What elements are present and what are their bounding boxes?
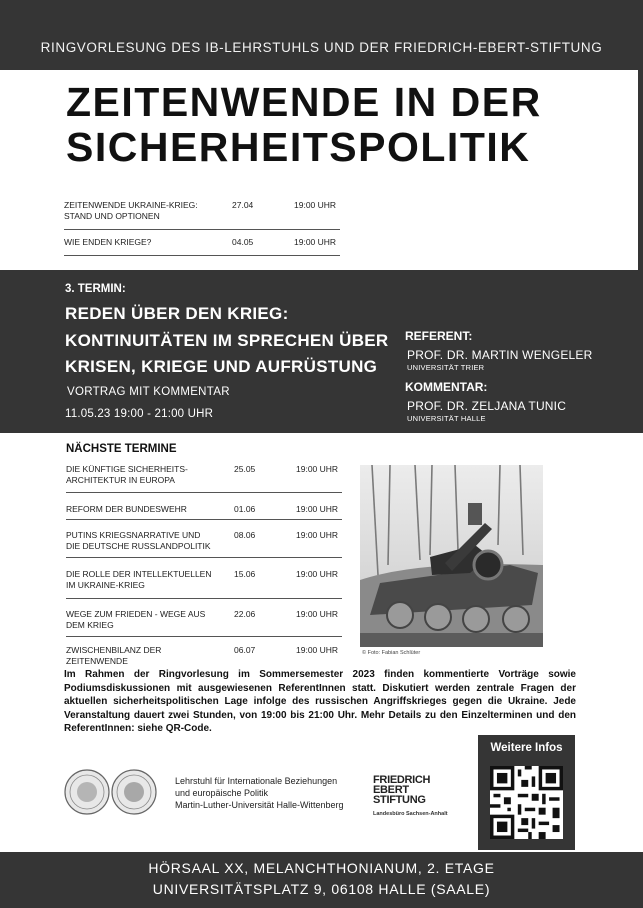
fes-office: Landesbüro Sachsen-Anhalt — [373, 811, 448, 817]
chair-line: Lehrstuhl für Internationale Beziehungen — [175, 776, 338, 786]
qr-panel — [478, 735, 575, 850]
commentator-label: KOMMENTAR: — [405, 380, 488, 394]
table-row — [64, 198, 340, 230]
tank-photo — [360, 465, 543, 647]
qr-label: Weitere Infos — [490, 742, 563, 754]
session-time: 19:00 UHR — [296, 504, 339, 514]
session-time: 19:00 UHR — [294, 200, 337, 210]
talk-title-line: KONTINUITÄTEN IM SPRECHEN ÜBER — [65, 330, 389, 350]
session-number-label: 3. TERMIN: — [65, 283, 126, 295]
edge-strip — [638, 70, 643, 270]
commentator-name: PROF. DR. ZELJANA TUNIC — [407, 399, 567, 413]
chair-line: Martin-Luther-Universität Halle-Wittenberg — [175, 800, 344, 810]
table-row — [66, 493, 342, 520]
session-title: ZWISCHENBILANZ DER ZEITENWENDE — [66, 645, 162, 666]
table-row — [64, 230, 340, 256]
session-title: PUTINS KRIEGSNARRATIVE UND DIE DEUTSCHE RUSSLANDPOLITIK — [66, 530, 211, 551]
talk-title — [65, 301, 389, 381]
photo-credit: © Foto: Fabian Schlüter — [362, 650, 421, 656]
seal-icon — [65, 770, 109, 814]
address-line: UNIVERSITÄTSPLATZ 9, 06108 HALLE (SAALE) — [152, 881, 491, 897]
session-date: 27.04 — [232, 200, 254, 210]
chair-line: und europäische Politik — [175, 788, 269, 798]
next-sessions-heading: NÄCHSTE TERMINE — [66, 443, 177, 455]
table-row — [66, 520, 342, 558]
table-row — [66, 558, 342, 599]
fes-wordmark-line: EBERT — [373, 784, 409, 796]
session-date: 01.06 — [234, 504, 256, 514]
table-row — [66, 599, 342, 637]
session-time: 19:00 UHR — [296, 569, 339, 579]
table-row — [66, 461, 342, 493]
university-seals — [64, 768, 160, 816]
session-time: 19:00 UHR — [294, 237, 337, 247]
talk-format: VORTRAG MIT KOMMENTAR — [67, 386, 230, 398]
speaker-name: PROF. DR. MARTIN WENGELER — [407, 348, 593, 362]
session-time: 19:00 UHR — [296, 464, 339, 474]
talk-title-line: REDEN ÜBER DEN KRIEG: — [65, 304, 289, 323]
session-title: DIE KÜNFTIGE SICHERHEITS-ARCHITEKTUR IN EUROPA — [66, 464, 188, 485]
session-date: 06.07 — [234, 645, 256, 655]
session-date: 08.06 — [234, 530, 256, 540]
speaker-label: REFERENT: — [405, 329, 473, 343]
session-title: ZEITENWENDE UKRAINE-KRIEG: STAND UND OPTIONEN — [64, 200, 198, 221]
session-date: 15.06 — [234, 569, 256, 579]
fes-logo — [373, 775, 463, 817]
session-date: 25.05 — [234, 464, 256, 474]
top-banner — [0, 0, 643, 70]
page-title — [66, 80, 606, 170]
title-line: SICHERHEITSPOLITIK — [66, 124, 531, 170]
fes-wordmark-line: STIFTUNG — [373, 794, 426, 806]
session-title: WEGE ZUM FRIEDEN - WEGE AUS DEM KRIEG — [66, 609, 206, 630]
table-row — [66, 637, 342, 666]
talk-title-line: KRISEN, KRIEGE UND AUFRÜSTUNG — [65, 357, 378, 376]
session-date: 04.05 — [232, 237, 254, 247]
session-date: 22.06 — [234, 609, 256, 619]
session-time: 19:00 UHR — [296, 609, 339, 619]
session-time: 19:00 UHR — [296, 645, 339, 655]
speaker-university: UNIVERSITÄT TRIER — [407, 363, 485, 372]
chair-name — [175, 775, 344, 811]
fes-wordmark — [373, 775, 463, 805]
session-title: REFORM DER BUNDESWEHR — [66, 504, 187, 514]
current-session-band — [0, 270, 643, 433]
seal-icon — [112, 770, 156, 814]
qr-code-icon[interactable] — [490, 766, 563, 839]
commentator-university: UNIVERSITÄT HALLE — [407, 414, 486, 423]
location-footer — [0, 852, 643, 908]
fes-wordmark-line: FRIEDRICH — [373, 774, 431, 786]
talk-datetime: 11.05.23 19:00 - 21:00 UHR — [65, 408, 214, 420]
title-line: ZEITENWENDE IN DER — [66, 79, 542, 125]
series-subtitle: RINGVORLESUNG DES IB-LEHRSTUHLS UND DER FRIEDRICH-EBERT-STIFTUNG — [40, 40, 603, 55]
description-paragraph: Im Rahmen der Ringvorlesung im Sommersemester 2023 finden kommentierte Vorträge sowie Podiumsdiskussionen mit ausgewiesenen ReferentInnen statt. Diskutiert werden zentrale Fragen der aktuellen sicherheitspolitischen Lage infolge des russischen Angriffskrieges gegen die Ukraine. Jede Veranstaltung dauert zwei Stunden, von 19:00 bis 21:00 Uhr. Mehr Details zu den Einzelterminen und den ReferentInnen: siehe QR-Code. — [64, 669, 576, 735]
session-title: DIE ROLLE DER INTELLEKTUELLEN IM UKRAINE-KRIEG — [66, 569, 212, 590]
session-title: WIE ENDEN KRIEGE? — [64, 237, 152, 247]
session-time: 19:00 UHR — [296, 530, 339, 540]
venue-line: HÖRSAAL XX, MELANCHTHONIANUM, 2. ETAGE — [148, 860, 495, 876]
